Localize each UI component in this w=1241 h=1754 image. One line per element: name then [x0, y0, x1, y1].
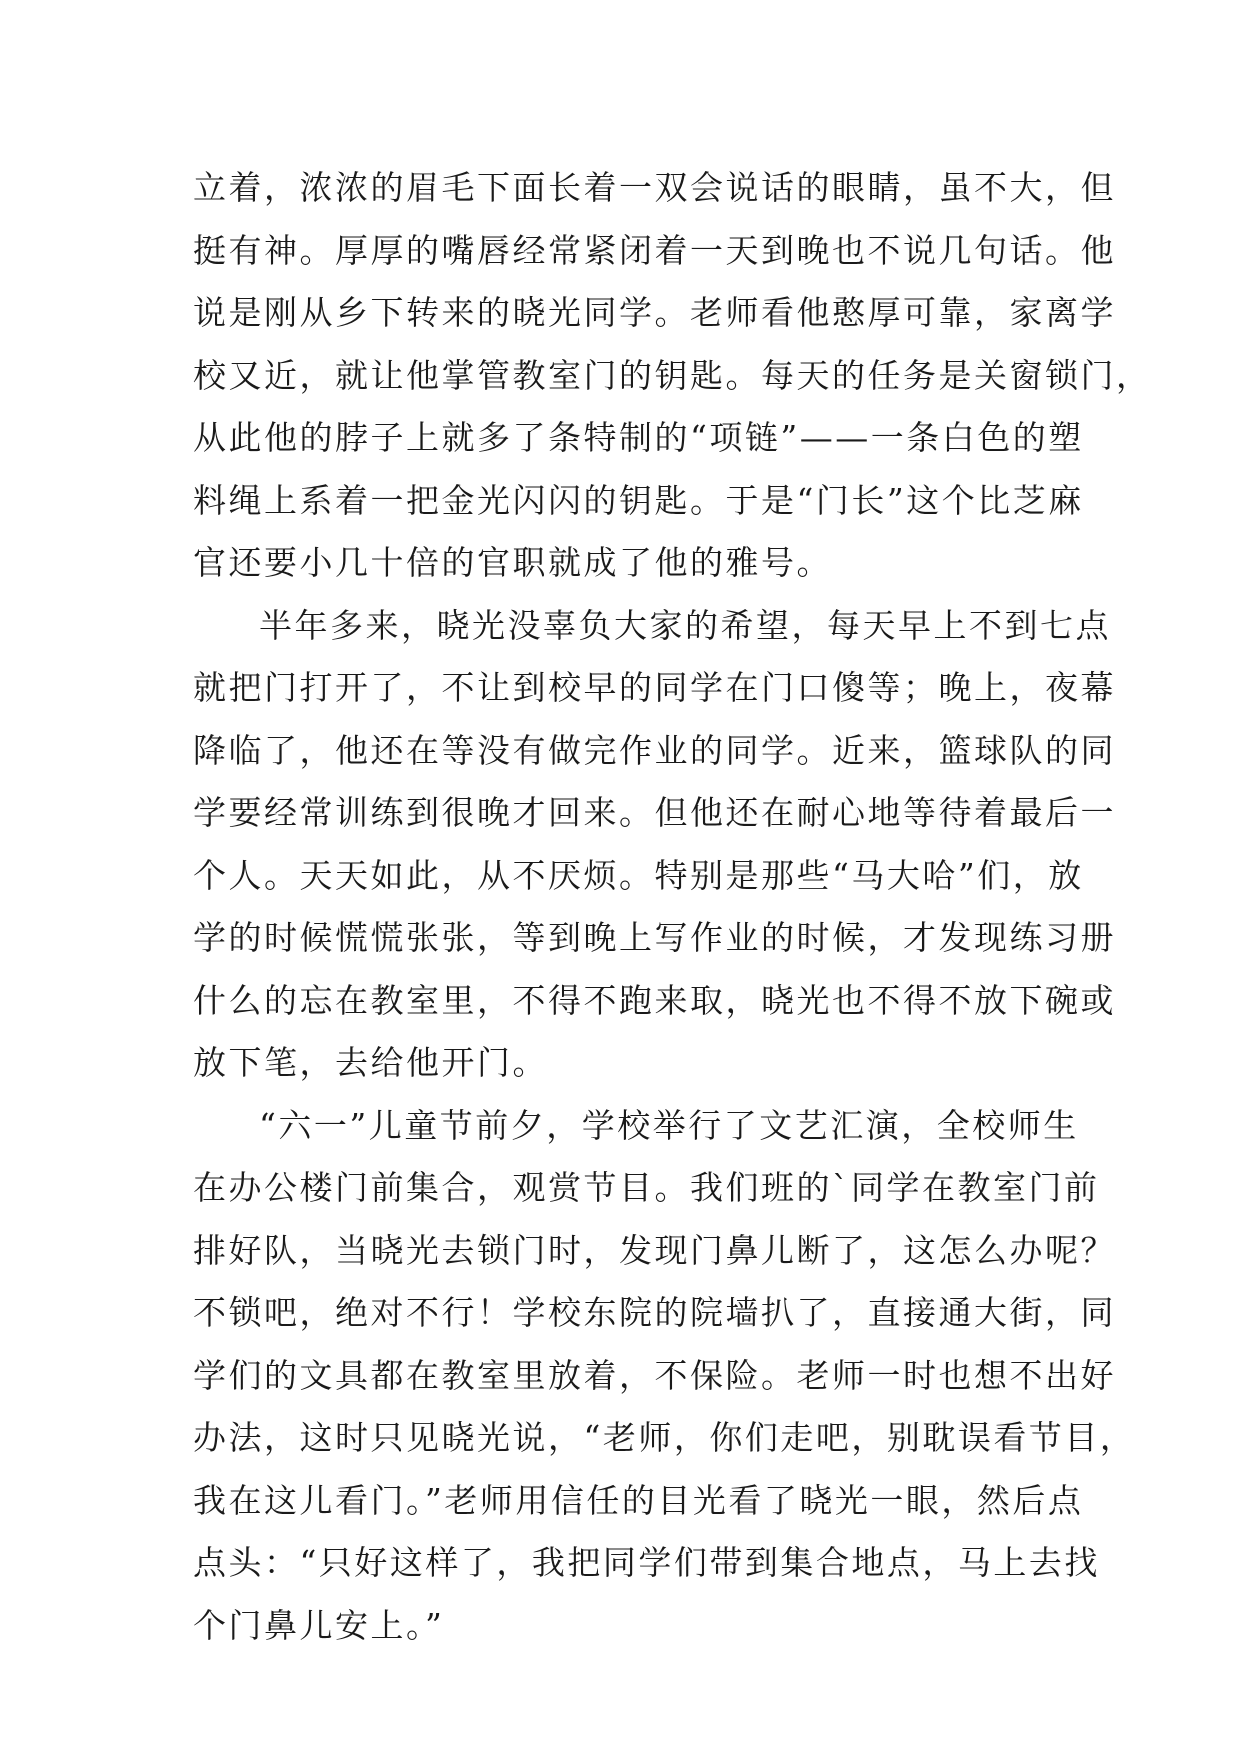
- text-line: 个门鼻儿安上。”: [193, 1605, 445, 1645]
- text-line: 学们的文具都在教室里放着，不保险。老师一时也想不出好: [193, 1355, 1116, 1395]
- text-line: 就把门打开了，不让到校早的同学在门口傻等；晚上，夜幕: [193, 668, 1116, 707]
- text-line: 什么的忘在教室里，不得不跑来取，晓光也不得不放下碗或: [193, 980, 1116, 1020]
- text-line: 说是刚从乡下转来的晓光同学。老师看他憨厚可靠，家离学: [193, 293, 1116, 332]
- text-line: 校又近，就让他掌管教室门的钥匙。每天的任务是关窗锁门，: [193, 355, 1152, 395]
- text-line: 官还要小几十倍的官职就成了他的雅号。: [193, 543, 832, 582]
- text-line: “六一”儿童节前夕，学校举行了文艺汇演，全校师生: [259, 1105, 1079, 1145]
- paragraph-3: [193, 1095, 1136, 1658]
- paragraph-2: [193, 595, 1116, 1095]
- text-line: 个人。天天如此，从不厌烦。特别是那些“马大哈”们，放: [193, 855, 1084, 895]
- text-line: 放下笔，去给他开门。: [193, 1043, 548, 1082]
- paragraph-1: [193, 157, 1152, 595]
- text-line: 立着，浓浓的眉毛下面长着一双会说话的眼睛，虽不大，但: [193, 168, 1116, 207]
- text-line: 从此他的脖子上就多了条特制的“项链”——一条白色的塑: [193, 418, 1084, 457]
- text-line: 我在这儿看门。”老师用信任的目光看了晓光一眼，然后点: [193, 1480, 1084, 1520]
- text-line: 在办公楼门前集合，观赏节目。我们班的`同学在教室门前: [193, 1168, 1100, 1207]
- body-text: [193, 157, 1152, 1657]
- text-line: 排好队，当晓光去锁门时，发现门鼻儿断了，这怎么办呢？: [193, 1230, 1116, 1270]
- text-line: 办法，这时只见晓光说，“老师，你们走吧，别耽误看节目，: [193, 1418, 1136, 1457]
- text-line: 料绳上系着一把金光闪闪的钥匙。于是“门长”这个比芝麻: [193, 480, 1084, 520]
- text-line: 学要经常训练到很晚才回来。但他还在耐心地等待着最后一: [193, 793, 1116, 832]
- text-line: 半年多来，晓光没辜负大家的希望，每天早上不到七点: [259, 605, 1111, 645]
- text-line: 挺有神。厚厚的嘴唇经常紧闭着一天到晚也不说几句话。他: [193, 230, 1116, 270]
- text-line: 降临了，他还在等没有做完作业的同学。近来，篮球队的同: [193, 730, 1116, 770]
- text-line: 点头：“只好这样了，我把同学们带到集合地点，马上去找: [193, 1543, 1100, 1582]
- text-line: 不锁吧，绝对不行！学校东院的院墙扒了，直接通大街，同: [193, 1293, 1116, 1332]
- text-line: 学的时候慌慌张张，等到晚上写作业的时候，才发现练习册: [193, 918, 1116, 957]
